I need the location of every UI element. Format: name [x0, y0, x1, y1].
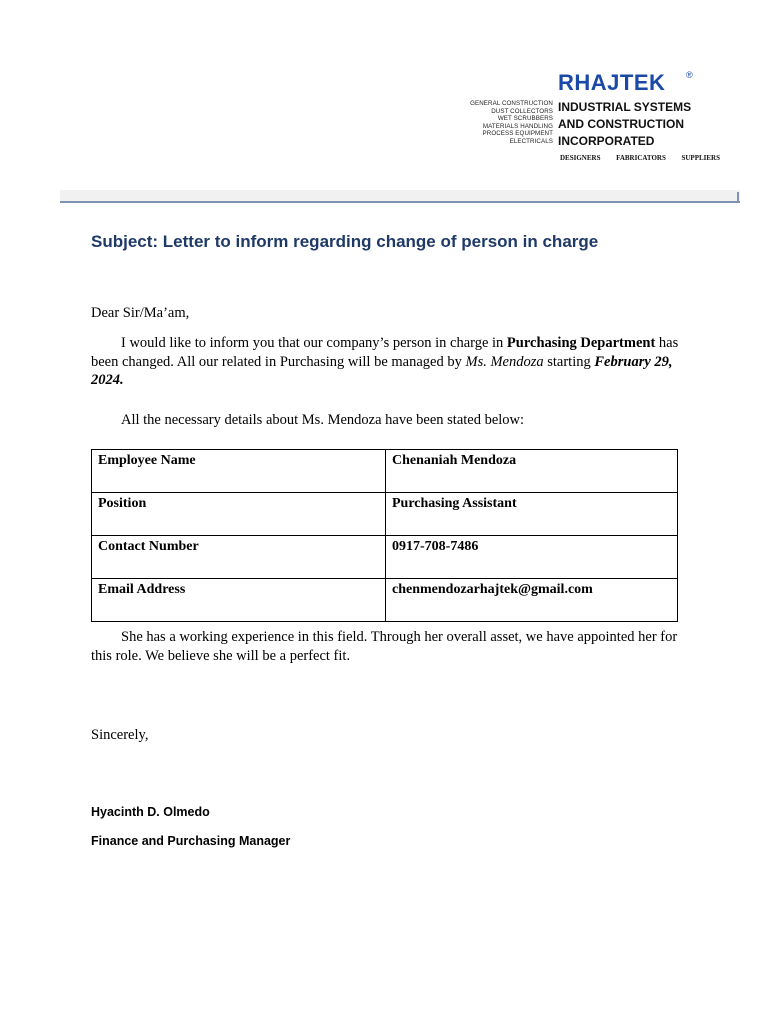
table-row	[92, 579, 678, 622]
registered-mark: ®	[686, 70, 693, 80]
table-value: 0917-708-7486	[386, 536, 678, 579]
paragraph-intro	[91, 334, 681, 390]
service-item: ELECTRICALS	[509, 137, 553, 145]
paragraph-closing-remarks: She has a working experience in this field. Through her overall asset, we have appointed her for this role. We believe she will be a perfect fit.	[91, 629, 678, 664]
header-divider-line	[60, 201, 740, 203]
closing: Sincerely,	[91, 727, 149, 743]
table-label: Position	[92, 493, 386, 536]
company-name-line: INCORPORATED	[558, 134, 655, 148]
services-list	[456, 100, 553, 146]
company-letterhead	[456, 68, 726, 168]
table-row	[92, 536, 678, 579]
role-item: DESIGNERS	[560, 154, 601, 162]
service-item: GENERAL CONSTRUCTION	[470, 100, 553, 107]
service-item: PROCESS EQUIPMENT	[482, 130, 553, 138]
start-date: February 29, 2024.	[91, 353, 673, 388]
intro-text: has been changed. All our related in Purchasing will be managed by	[91, 335, 679, 370]
table-label: Email Address	[92, 579, 386, 622]
table-value: Purchasing Assistant	[386, 493, 678, 536]
role-item: FABRICATORS	[616, 154, 666, 162]
header-divider-cap	[737, 192, 739, 202]
signatory-title: Finance and Purchasing Manager	[91, 834, 291, 848]
employee-details-table	[91, 449, 678, 622]
service-item: MATERIALS HANDLING	[482, 122, 553, 130]
company-name-line: INDUSTRIAL SYSTEMS	[558, 100, 692, 114]
letter-subject: Subject: Letter to inform regarding change of person in charge	[91, 232, 599, 251]
table-row	[92, 493, 678, 536]
table-label: Contact Number	[92, 536, 386, 579]
service-item: DUST COLLECTORS	[491, 107, 553, 115]
company-logo-text: RHAJTEK	[558, 70, 666, 95]
company-name	[558, 99, 691, 150]
table-value: chenmendozarhajtek@gmail.com	[386, 579, 678, 622]
table-label: Employee Name	[92, 450, 386, 493]
department-name: Purchasing Department	[506, 335, 656, 351]
company-roles	[560, 154, 720, 162]
table-value: Chenaniah Mendoza	[386, 450, 678, 493]
person-name: Ms. Mendoza	[465, 353, 544, 370]
role-item: SUPPLIERS	[681, 154, 720, 162]
paragraph-details-intro: All the necessary details about Ms. Mendoza have been stated below:	[121, 412, 525, 428]
service-item: WET SCRUBBERS	[497, 115, 553, 123]
intro-text: starting	[543, 353, 595, 370]
company-name-line: AND CONSTRUCTION	[558, 117, 684, 131]
signatory-name: Hyacinth D. Olmedo	[91, 805, 210, 819]
intro-text: I would like to inform you that our company’s person in charge in	[121, 335, 507, 351]
salutation: Dear Sir/Ma’am,	[91, 305, 190, 321]
table-row	[92, 450, 678, 493]
